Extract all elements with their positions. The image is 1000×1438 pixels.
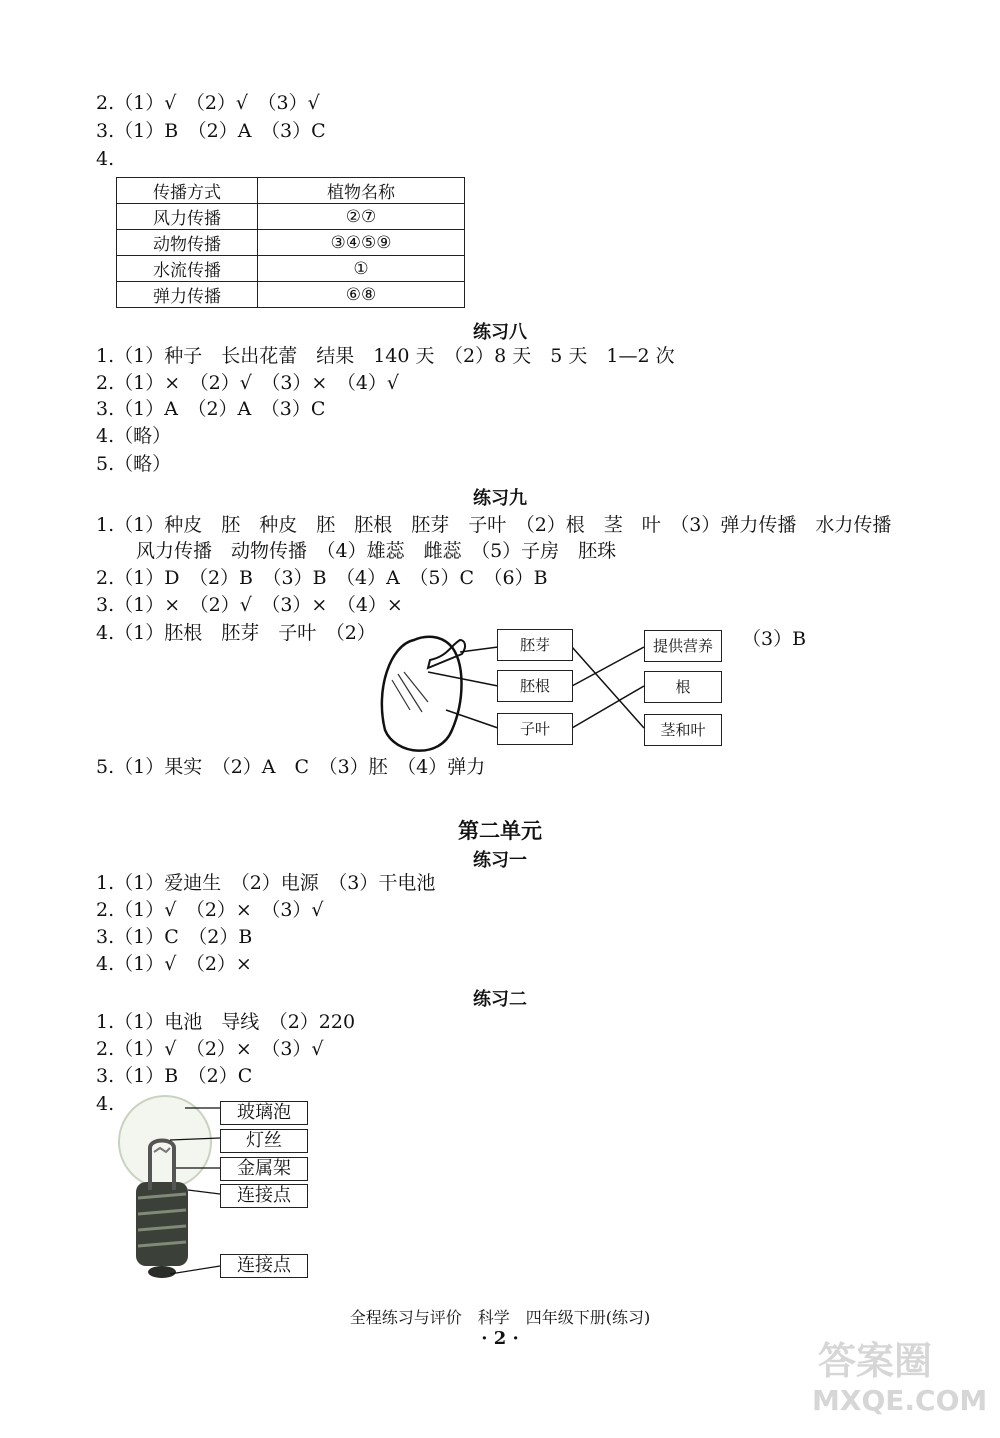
seed-matching-diagram	[370, 620, 790, 760]
match-box-right: 根	[644, 671, 722, 703]
table-row	[117, 256, 465, 282]
match-box-right: 提供营养	[644, 630, 722, 662]
table-header-row	[117, 178, 465, 204]
answer-line: 1.（1）电池 导线 （2）220	[96, 1011, 356, 1033]
table-cell: 水流传播	[117, 256, 258, 282]
section-title: 练习二	[473, 989, 527, 1010]
table-header-cell: 植物名称	[258, 178, 465, 204]
answer-line: 3.（1）B （2）C	[96, 1065, 253, 1087]
answer-line: 3.（1）A （2）A （3）C	[96, 398, 326, 420]
answer-line: 2.（1）D （2）B （3）B （4）A （5）C （6）B	[96, 567, 548, 589]
answer-line: 5.（1）果实 （2）A C （3）胚 （4）弹力	[96, 756, 486, 778]
answer-line: 2.（1）× （2）√ （3）× （4）√	[96, 372, 400, 394]
footer-book-title: 全程练习与评价 科学 四年级下册(练习)	[349, 1308, 651, 1327]
answer-line: 3.（1）B （2）A （3）C	[96, 120, 326, 142]
answer-line: 4.（1）胚根 胚芽 子叶 （2）	[96, 622, 376, 644]
answer-line: 4.	[96, 148, 115, 170]
answer-line: 风力传播 动物传播 （4）雄蕊 雌蕊 （5）子房 胚珠	[136, 540, 617, 562]
watermark-logo: 答案圈	[818, 1339, 933, 1383]
section-title: 练习一	[473, 850, 527, 871]
table-cell: ①	[258, 256, 465, 282]
dispersal-table	[116, 177, 465, 308]
answer-line: 2.（1）√ （2）× （3）√	[96, 1038, 324, 1060]
table-cell: 动物传播	[117, 230, 258, 256]
answer-line: 1.（1）爱迪生 （2）电源 （3）干电池	[96, 872, 436, 894]
page-number: · 2 ·	[481, 1328, 519, 1349]
answer-line: 2.（1）√ （2）√ （3）√	[96, 92, 320, 114]
answer-line: 1.（1）种皮 胚 种皮 胚 胚根 胚芽 子叶 （2）根 茎 叶 （3）弹力传播 水力传播	[96, 514, 892, 536]
bulb-label: 玻璃泡	[220, 1101, 308, 1125]
answer-line: 4.（略）	[96, 425, 172, 447]
answer-line: 5.（略）	[96, 453, 172, 475]
bulb-label: 连接点	[220, 1254, 308, 1278]
bulb-label: 灯丝	[220, 1129, 308, 1153]
answer-line: 2.（1）√ （2）× （3）√	[96, 899, 324, 921]
answer-line: 3.（1）× （2）√ （3）× （4）×	[96, 594, 403, 616]
bulb-label: 金属架	[220, 1157, 308, 1181]
section-title: 练习九	[473, 488, 527, 509]
table-cell: ②⑦	[258, 204, 465, 230]
table-cell: 弹力传播	[117, 282, 258, 308]
table-row	[117, 230, 465, 256]
match-box-left: 胚根	[497, 670, 573, 702]
table-cell: ⑥⑧	[258, 282, 465, 308]
answer-line: 3.（1）C （2）B	[96, 926, 253, 948]
answer-line: （3）B	[742, 628, 807, 650]
table-header-cell: 传播方式	[117, 178, 258, 204]
table-row	[117, 204, 465, 230]
watermark-url: MXQE.COM	[812, 1384, 988, 1417]
table-row	[117, 282, 465, 308]
match-box-right: 茎和叶	[644, 714, 722, 746]
match-box-left: 胚芽	[497, 629, 573, 661]
answer-line: 4.	[96, 1093, 115, 1115]
match-box-left: 子叶	[497, 713, 573, 745]
unit-title: 第二单元	[458, 818, 542, 843]
table-cell: ③④⑤⑨	[258, 230, 465, 256]
answer-line: 4.（1）√ （2）×	[96, 953, 252, 975]
section-title: 练习八	[473, 322, 527, 343]
table-cell: 风力传播	[117, 204, 258, 230]
bulb-label: 连接点	[220, 1184, 308, 1208]
answer-line: 1.（1）种子 长出花蕾 结果 140 天 （2）8 天 5 天 1—2 次	[96, 345, 675, 367]
